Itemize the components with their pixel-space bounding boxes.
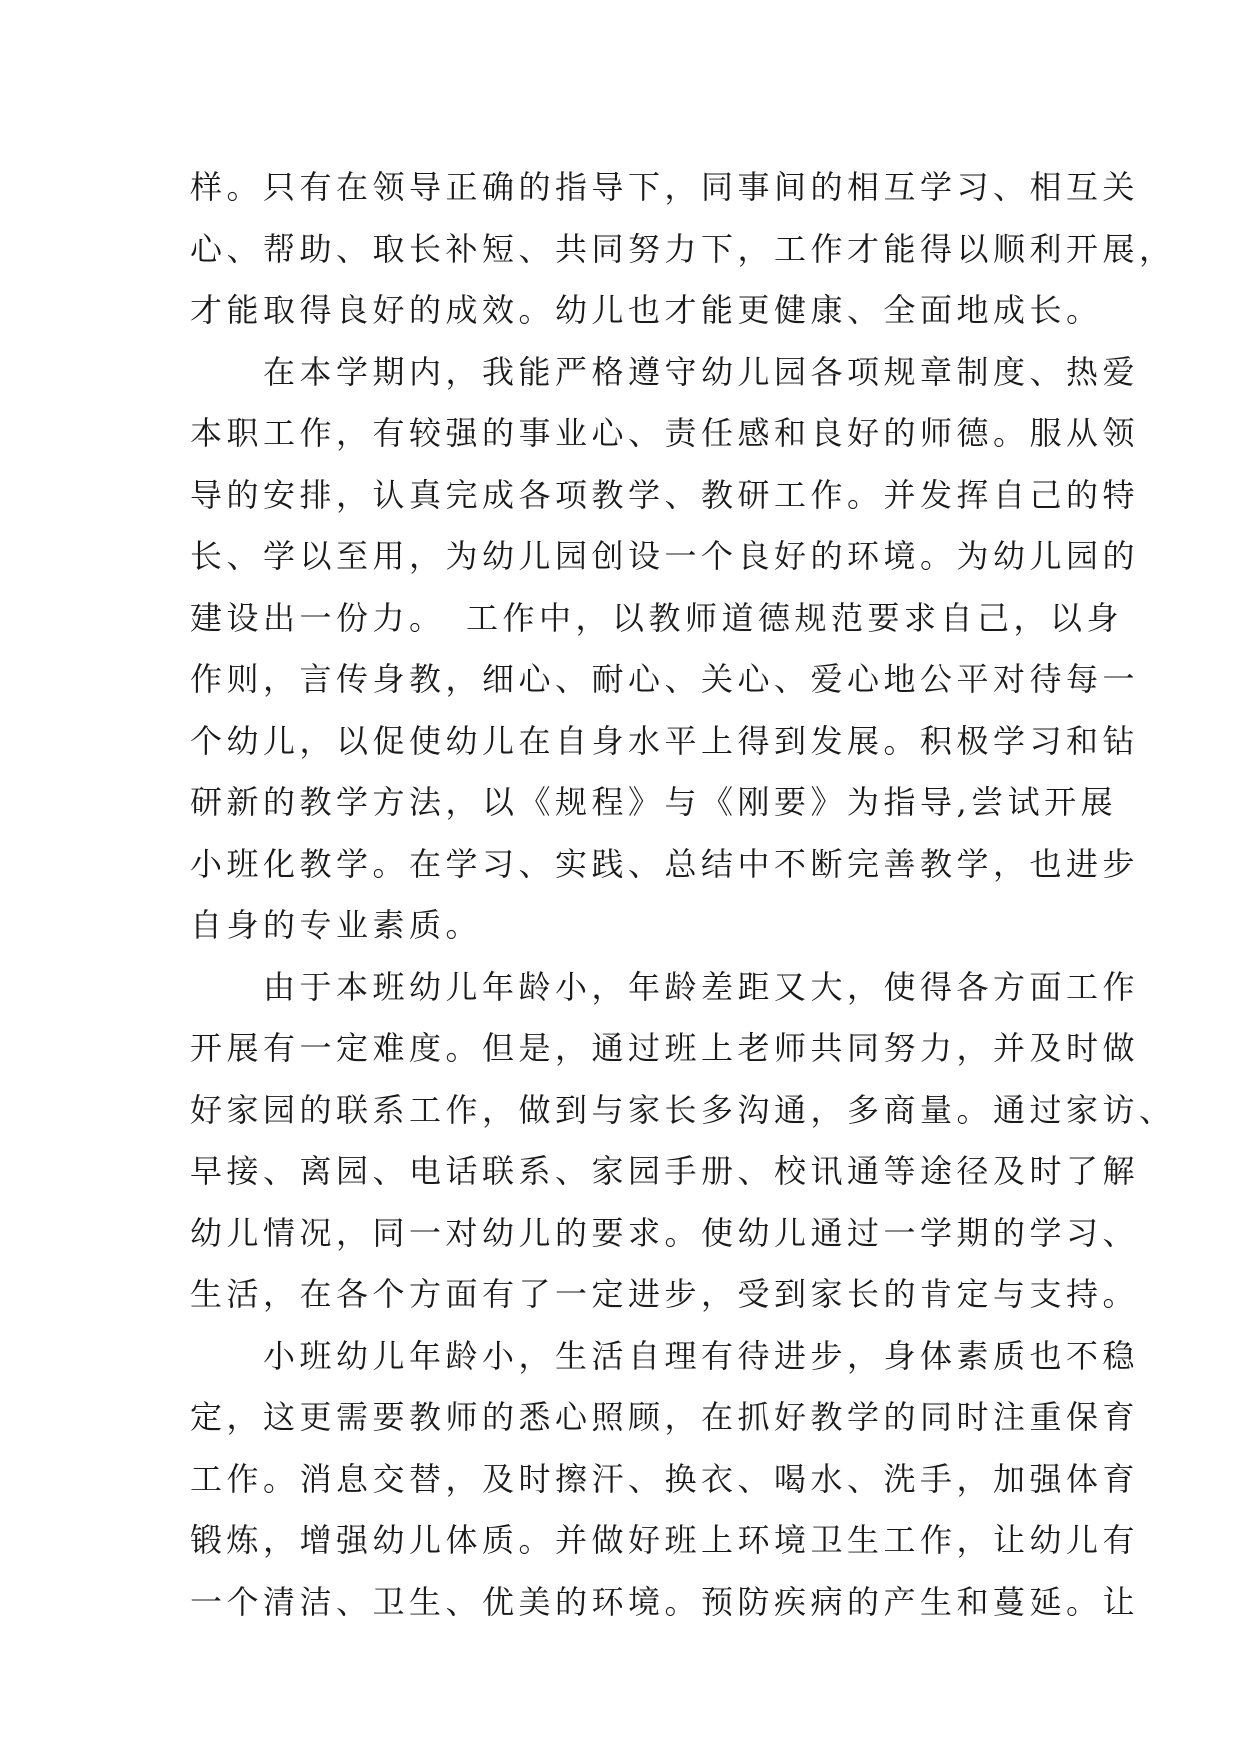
- text-line: 好家园的联系工作，做到与家长多沟通，多商量。通过家访、: [190, 1090, 1176, 1129]
- text-line: 研新的教学方法，以《规程》与《刚要》为指导,尝试开展: [190, 783, 1118, 821]
- text-line: 个幼儿，以促使幼儿在自身水平上得到发展。积极学习和钻: [190, 721, 1140, 760]
- text-line: 心、帮助、取长补短、共同努力下，工作才能得以顺利开展，: [190, 229, 1176, 268]
- text-line: 小班幼儿年龄小，生活自理有待进步，身体素质也不稳: [190, 1336, 1140, 1375]
- text-line: 本职工作，有较强的事业心、责任感和良好的师德。服从领: [190, 414, 1140, 452]
- text-line: 长、学以至用，为幼儿园创设一个良好的环境。为幼儿园的: [190, 537, 1140, 575]
- text-line: 才能取得良好的成效。幼儿也才能更健康、全面地成长。: [190, 291, 1103, 329]
- text-line: 幼儿情况，同一对幼儿的要求。使幼儿通过一学期的学习、: [190, 1213, 1140, 1252]
- text-line: 定，这更需要教师的悉心照顾，在抓好教学的同时注重保育: [190, 1398, 1140, 1436]
- text-line: 工作。消息交替，及时擦汗、换衣、喝水、洗手，加强体育: [190, 1459, 1140, 1498]
- body-text: [190, 157, 1176, 1633]
- text-line: 开展有一定难度。但是，通过班上老师共同努力，并及时做: [190, 1029, 1140, 1067]
- text-line: 在本学期内，我能严格遵守幼儿园各项规章制度、热爱: [190, 352, 1140, 391]
- text-line: 小班化教学。在学习、实践、总结中不断完善教学，也进步: [190, 844, 1140, 883]
- text-line: 作则，言传身教，细心、耐心、关心、爱心地公平对待每一: [190, 660, 1140, 698]
- text-line: 导的安排，认真完成各项教学、教研工作。并发挥自己的特: [190, 475, 1140, 514]
- text-line: 样。只有在领导正确的指导下，同事间的相互学习、相互关: [190, 168, 1140, 206]
- text-line: 一个清洁、卫生、优美的环境。预防疾病的产生和蔓延。让: [190, 1582, 1140, 1621]
- text-line: 自身的专业素质。: [190, 906, 483, 944]
- text-line: 建设出一份力。 工作中，以教师道德规范要求自己，以身: [190, 598, 1124, 637]
- text-line: 锻炼，增强幼儿体质。并做好班上环境卫生工作，让幼儿有: [190, 1521, 1140, 1559]
- text-line: 早接、离园、电话联系、家园手册、校讯通等途径及时了解: [190, 1152, 1140, 1190]
- text-line: 生活，在各个方面有了一定进步，受到家长的肯定与支持。: [190, 1275, 1140, 1313]
- text-line: 由于本班幼儿年龄小，年龄差距又大，使得各方面工作: [190, 967, 1140, 1006]
